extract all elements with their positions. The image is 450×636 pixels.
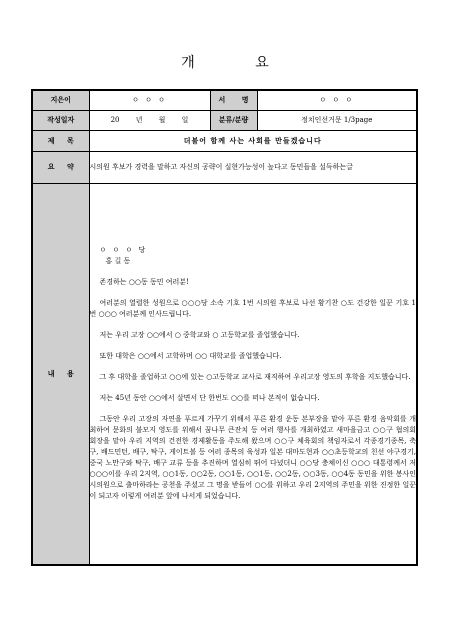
paragraph: 또한 대학은 ○○에서 고학하며 ○○ 대학교를 졸업했습니다.: [99, 352, 282, 361]
row-date: [32, 110, 417, 130]
paragraph: 저는 45년 동안 ○○에서 살면서 단 한번도 ○○를 떠나 본적이 없습니다.: [99, 394, 320, 403]
content-party: ㅇ ㅇ ㅇ 당: [99, 246, 148, 255]
date-label: 작성일자: [32, 110, 89, 130]
paragraph: 존경하는 ○○동 동민 여러분!: [99, 278, 189, 287]
row-content: [32, 183, 417, 565]
content-body: [89, 183, 417, 565]
paragraph: 여러분의 열렬한 성원으로 ○○○당 소속 기호 1번 시의원 후보로 나선 황기찬 ○도 건강한 일꾼 기호 1번 ○○○ 여러분께 인사드립니다.: [89, 299, 416, 319]
date-value: 20 년 월 일: [89, 110, 210, 130]
row-subject: [32, 130, 417, 151]
subject-value: 더불어 함께 사는 사회를 만들겠습니다: [89, 130, 417, 151]
document-title: 개 요: [181, 55, 297, 71]
overview-form: [31, 89, 418, 566]
paragraph: 그 후 대학을 졸업하고 ○○에 있는 ○고등학교 교사로 재직하여 우리고장 영도의 후학을 지도했습니다.: [99, 373, 411, 382]
speaker-label: 지은이: [32, 90, 89, 110]
category-label: 분류/분량: [210, 110, 257, 130]
content-label: 내 용: [32, 183, 89, 565]
summary-value: 시의원 후보가 경력을 말하고 자신의 공략이 실현가능성이 높다고 동민들을 설득하는글: [89, 151, 417, 183]
paragraph: 저는 우리 고장 ○○에서 ○ 중학교와 ○ 고등학교를 졸업했습니다.: [99, 331, 300, 340]
speaker-value: ㅇ ㅇ ㅇ: [89, 90, 210, 110]
subject-label: 제 목: [32, 130, 89, 151]
content-candidate: 홍 길 동: [105, 257, 131, 266]
position-value: ㅇ ㅇ ㅇ: [257, 90, 417, 110]
position-label: 서 명: [210, 90, 257, 110]
summary-label: 요 약: [32, 151, 89, 183]
category-value: 정치인선거문 1/3page: [257, 110, 417, 130]
row-speaker: [32, 90, 417, 110]
paragraph: 그동안 우리 고장의 자연을 푸르게 가꾸기 위해서 푸른 환경 운동 본부장을 맡아 푸른 환경 음악회를 개최하여 문화의 불모지 영도를 위해서 꿈나무 큰잔치 등 여러 행사를 개최하였고 새마을금고 ○○구 협의회 회장을 맡아 우리 지역의 건전한 경제활동을 주도해 왔으며 ○○구 체육회의 책임자로서 각종경기종목, 축구, 배드민턴, 배구, 탁구, 게이트볼 등 여러 종목의 육성과 일본 대마도현과 ○○초등학교의 친선 야구경기, 중국 노만구와 탁구, 배구 교류 등을 추진하며 열심히 뛰어 다녔더니 ○○당 충체이신 ○○○ 대통령께서 저 ○○○이를 우리 2지역, ○○1동, ○○2동, ○○1동, ○○1동, ○○2동, ○○3동, ○○4동 동민을 위한 봉사인 시의원으로 출마하라는 공천을 주셨고 그 명을 받들어 ○○를 위하고 우리 2지역의 주민을 위한 진정한 일꾼이 되고자 이렇게 여러분 앞에 나서게 되었습니다.: [89, 415, 416, 501]
row-summary: [32, 151, 417, 183]
